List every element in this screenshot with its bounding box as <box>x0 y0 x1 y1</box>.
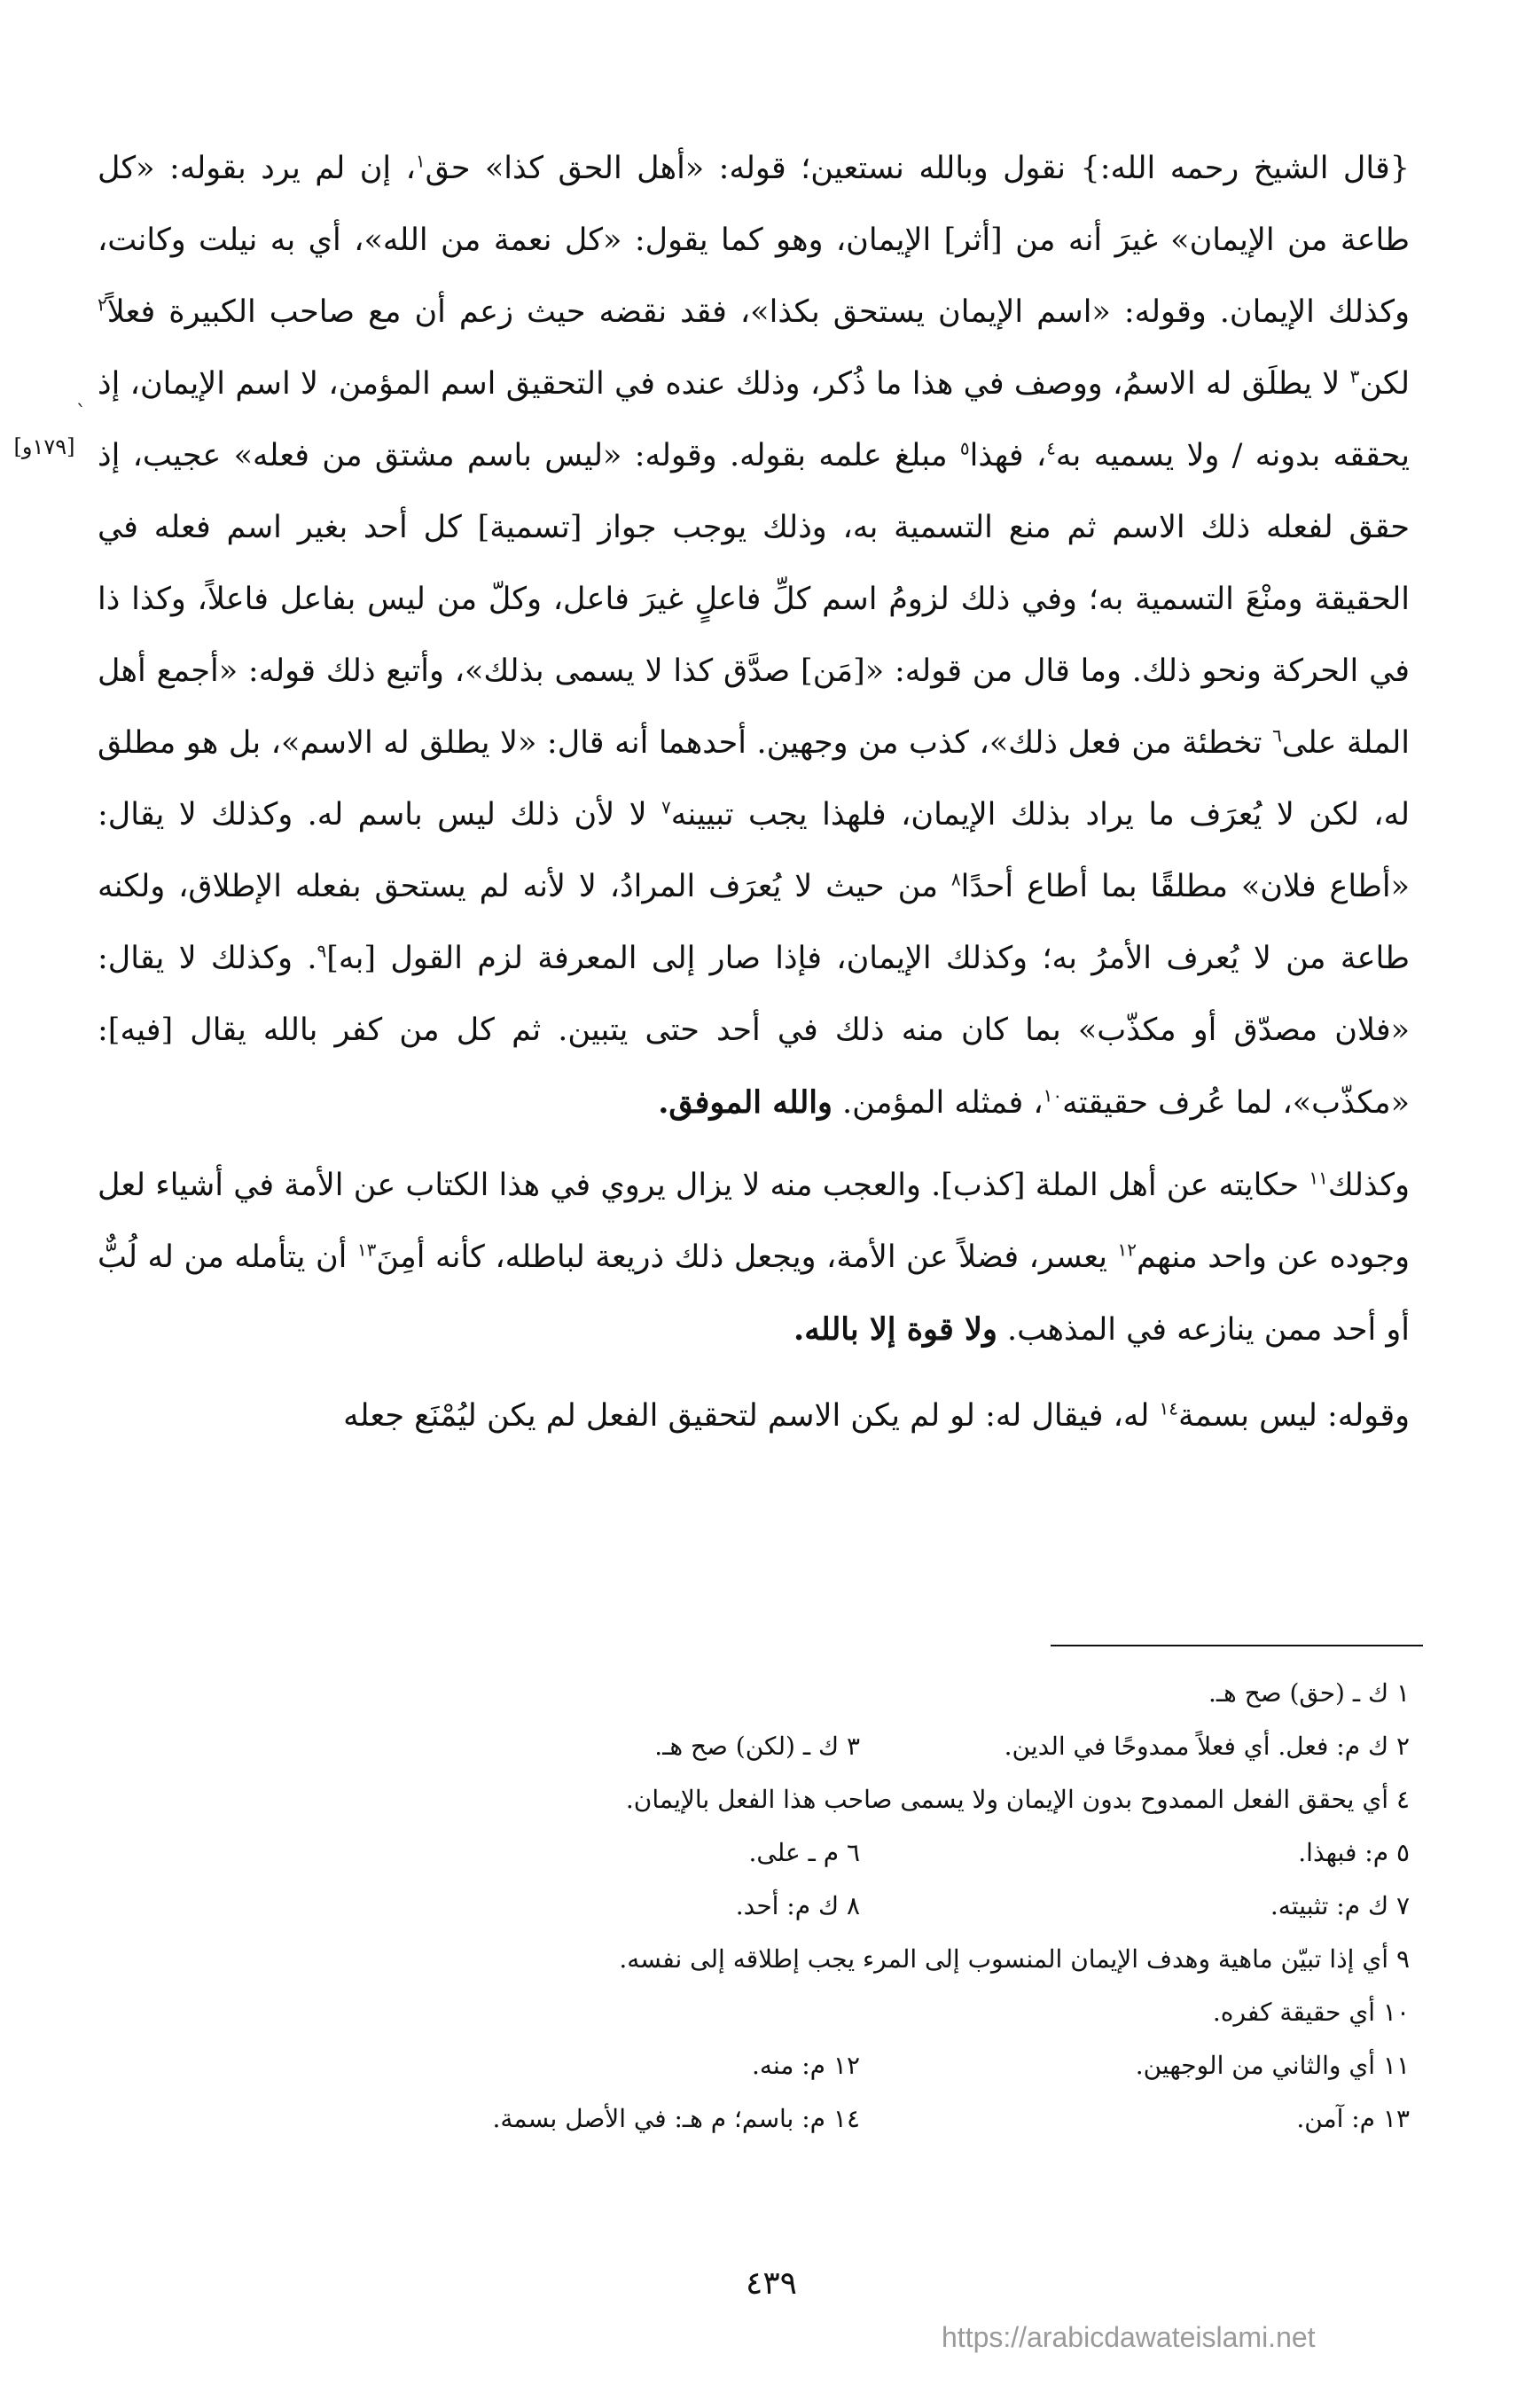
footnote-ref: ٣ <box>1349 365 1360 387</box>
footnote: ١٠ أي حقيقة كفره. <box>1212 1998 1410 2027</box>
text-run: مبلغ علمه بقوله. وقوله: «ليس باسم مشتق من فعله» عجيب، إذ حقق لفعله ذلك الاسم ثم منع التسمية به، وذلك يوجب جواز [تسمية] كل أحد بغير اسم فعله في الحقيقة ومنْعَ التسمية به؛ وفي ذلك لزومُ اسم كلِّ فاعلٍ غيرَ فاعل، وكلّ من ليس بفاعل فاعلاً، وكذا ذا في الحركة ونحو ذلك. وما قال من قوله: «[مَن] صدَّق كذا لا يسمى بذلك»، وأتبع ذلك قوله: «أجمع أهل الملة على <box>98 438 1410 761</box>
footnote-ref: ٥ <box>959 437 970 459</box>
footnote-ref: ١٣ <box>356 1239 377 1261</box>
footnote: ١٢ م: منه. <box>751 2051 860 2080</box>
text-run: وكذلك <box>1327 1168 1410 1203</box>
footnote-row <box>213 1826 1410 1880</box>
footnote: ١٣ م: آمن. <box>1296 2104 1410 2133</box>
closing-phrase: والله الموفق. <box>658 1084 833 1121</box>
text-run: من حيث لا يُعرَف المرادُ، لا لأنه لم يستحق بفعله الإطلاق، ولكنه طاعة من لا يُعرف الأمرُ به؛ وكذلك الإيمان، فإذا صار إلى المعرفة لزم القول [به] <box>98 869 1410 976</box>
footnote-ref: ٧ <box>661 796 671 818</box>
footnote-row <box>213 1880 1410 1933</box>
text-run: {قال الشيخ رحمه الله:} نقول وبالله نستعين؛ قوله: «أهل الحق كذا» حق <box>425 151 1411 186</box>
footnote: ٣ ك ـ (لكن) صح هـ. <box>654 1732 860 1761</box>
footnote-row <box>213 1667 1410 1720</box>
text-run: ، فمثله المؤمن. <box>832 1085 1044 1121</box>
text-run: لكن <box>1359 366 1410 402</box>
text-run: وقوله: ليس بسمة <box>1178 1398 1410 1434</box>
footnote: ٥ م: فبهذا. <box>1298 1838 1410 1867</box>
footnote-ref: ١٢ <box>1117 1239 1137 1261</box>
footnote-row <box>213 1720 1410 1773</box>
footnote-ref: ٦ <box>1272 724 1282 747</box>
text-run: أن يتأمله من له لُبٌّ أو أحد ممن ينازعه في المذهب. <box>98 1239 1410 1348</box>
text-run: تخطئة من فعل ذلك»، كذب من وجهين. أحدهما أنه قال: «لا يطلق له الاسم»، بل هو مطلق له، لكن لا يُعرَف ما يراد بذلك الإيمان، فلهذا يجب تبيينه <box>98 725 1410 833</box>
text-run: ، إن لم يرد بقوله: «كل طاعة من الإيمان» غيرَ أنه من [أثر] الإيمان، وهو كما يقول: «كل نعمة من الله»، أي به نيلت وكانت، وكذلك الإيمان. وقوله: «اسم الإيمان يستحق بكذا»، فقد نقضه حيث زعم أن مع صاحب الكبيرة فعلاً <box>98 151 1410 330</box>
folio-marker: [١٧٩و] <box>13 434 75 459</box>
footnote-row <box>213 1773 1410 1826</box>
text-run: له، فيقال له: لو لم يكن الاسم لتحقيق الفعل لم يكن ليُمْنَع جعله <box>343 1398 1160 1434</box>
footnote: ١٤ م: باسم؛ م هـ: في الأصل بسمة. <box>492 2104 860 2133</box>
text-run: . وكذلك لا يقال: «فلان مصدّق أو مكذّب» بما كان منه ذلك في أحد حتى يتبين. ثم كل من كفر بالله يقال [فيه]: «مكذّب»، لما عُرف حقيقته <box>98 941 1410 1121</box>
footnote: ٩ أي إذا تبيّن ماهية وهدف الإيمان المنسوب إلى المرء يجب إطلاقه إلى نفسه. <box>619 1944 1410 1974</box>
footnotes <box>213 1667 1410 2146</box>
margin-mark: ` <box>76 403 86 425</box>
text-run: ، فهذا <box>969 438 1047 473</box>
footnote-ref: ١١ <box>1309 1167 1328 1189</box>
text-run: حكايته عن أهل الملة [كذب]. والعجب منه لا يزال يروي في هذا الكتاب عن الأمة في أشياء لعل وجوده عن واحد منهم <box>98 1168 1410 1275</box>
paragraph <box>98 1150 1410 1366</box>
text-run: يعسر، فضلاً عن الأمة، ويجعل ذلك ذريعة لباطله، كأنه أمِنَ <box>376 1239 1118 1275</box>
footnote-row <box>213 2039 1410 2092</box>
footnote-row <box>213 1933 1410 1986</box>
footnote: ٢ ك م: فعل. أي فعلاً ممدوحًا في الدين. <box>1004 1732 1410 1761</box>
paragraph <box>98 133 1410 1139</box>
footnote-ref: ٨ <box>950 868 961 890</box>
footnote: ٦ م ـ على. <box>748 1838 860 1867</box>
footnote: ٤ أي يحقق الفعل الممدوح بدون الإيمان ولا يسمى صاحب هذا الفعل بالإيمان. <box>625 1785 1410 1814</box>
closing-phrase: ولا قوة إلا بالله. <box>793 1311 997 1348</box>
text-run: لا يطلَق له الاسمُ، ووصف في هذا ما ذُكر، وذلك عنده في التحقيق اسم المؤمن، لا اسم الإيمان، إذ يحققه بدونه / ولا يسميه به <box>98 366 1411 473</box>
footnote-ref: ١ <box>415 150 426 172</box>
footnote: ٧ ك م: تثبيته. <box>1270 1891 1410 1920</box>
page-number: ٤٣٩ <box>745 2265 797 2302</box>
text-run: لا لأن ذلك ليس باسم له. وكذلك لا يقال: «أطاع فلان» مطلقًا بما أطاع أحدًا <box>98 797 1411 904</box>
footnote-row <box>213 1986 1410 2039</box>
footnote-ref: ١٤ <box>1159 1397 1178 1419</box>
footnote: ١١ أي والثاني من الوجهين. <box>1135 2051 1410 2080</box>
footnote-row <box>213 2092 1410 2146</box>
footnote: ٨ ك م: أحد. <box>735 1891 860 1920</box>
footnote-separator <box>1051 1645 1423 1646</box>
footnote-ref: ١٠ <box>1043 1084 1063 1106</box>
paragraph <box>98 1380 1410 1452</box>
main-text <box>98 133 1410 1452</box>
watermark-url: https://arabicdawateislami.net <box>942 2321 1316 2353</box>
footnote-ref: ٤ <box>1046 437 1056 459</box>
footnote-ref: ٩ <box>317 940 327 962</box>
footnote-ref: ٢ <box>98 293 107 316</box>
footnote: ١ ك ـ (حق) صح هـ. <box>1208 1678 1410 1708</box>
